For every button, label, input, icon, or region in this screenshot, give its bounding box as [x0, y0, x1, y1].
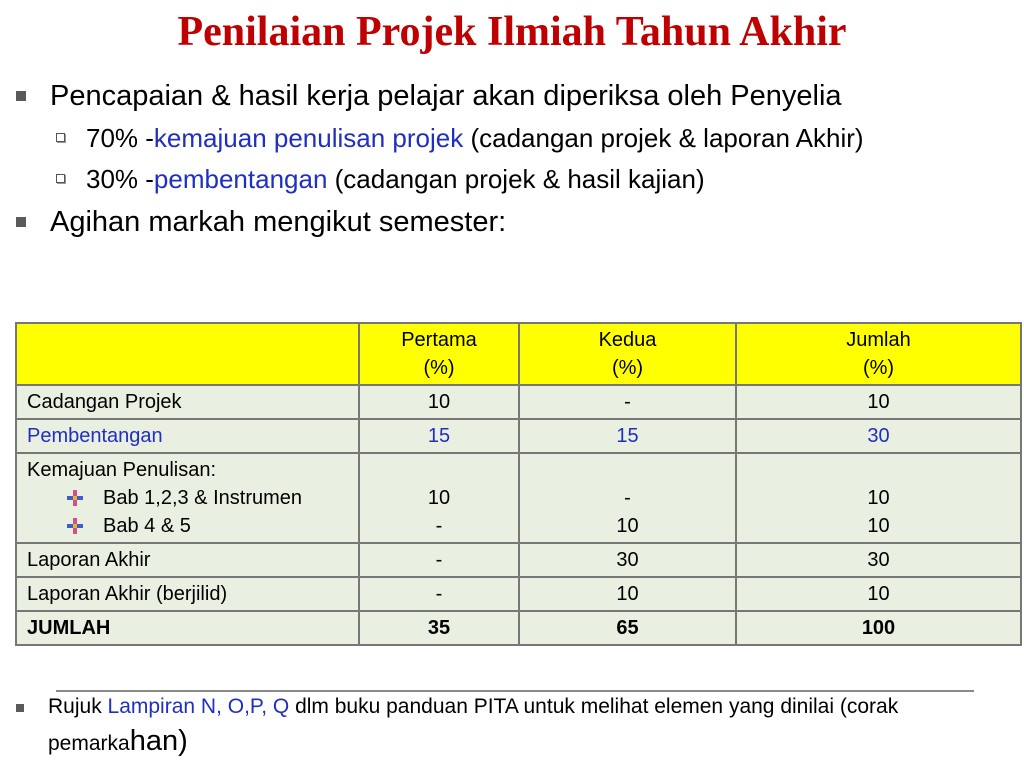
cell-kedua: 10 [519, 577, 736, 611]
row-label-group [16, 453, 359, 543]
cell-kedua: 10 [616, 515, 639, 537]
sub-bullet-prefix: 30% - [86, 164, 154, 194]
header-unit: (%) [862, 357, 895, 379]
cell-jumlah: 10 [736, 577, 1021, 611]
note-body: dlm buku panduan PITA untuk melihat elemen yang dinilai (corak pemarka [48, 695, 899, 755]
cell-pertama: - [359, 543, 519, 577]
cell-kedua: - [624, 487, 631, 509]
sub-row-label [27, 484, 348, 512]
header-unit: (%) [611, 357, 644, 379]
square-bullet-icon [16, 704, 24, 712]
square-bullet-icon [16, 91, 26, 101]
table-row [16, 385, 1021, 419]
cell-jumlah: 30 [736, 419, 1021, 453]
sub-bullet-suffix: (cadangan projek & laporan Akhir) [463, 123, 864, 153]
colored-cross-bullet-icon [67, 490, 83, 506]
total-pertama: 35 [359, 611, 519, 645]
cell-jumlah: 10 [736, 385, 1021, 419]
sub-bullet-item [14, 161, 1014, 198]
header-unit: (%) [423, 357, 455, 379]
cell-pertama: 15 [359, 419, 519, 453]
note-prefix: Rujuk [48, 695, 108, 718]
bullet-list [14, 76, 1014, 246]
cell-jumlah: 10 [867, 487, 890, 509]
cell-pertama: 10 [427, 487, 451, 509]
table-row [16, 577, 1021, 611]
cell-pertama-group [359, 453, 519, 543]
square-bullet-icon [16, 217, 26, 227]
table-header-row [16, 323, 1021, 385]
sub-bullet-highlight: pembentangan [153, 164, 328, 194]
row-label: Laporan Akhir (berjilid) [16, 577, 359, 611]
row-label: Laporan Akhir [16, 543, 359, 577]
bullet-item [14, 202, 1014, 242]
bullet-text: Pencapaian & hasil kerja pelajar akan diperiksa oleh Penyelia [50, 80, 842, 112]
cell-kedua: 15 [519, 419, 736, 453]
table-total-row [16, 611, 1021, 645]
sub-bullet-highlight: kemajuan penulisan projek [153, 123, 464, 153]
cell-jumlah: 10 [867, 515, 890, 537]
table-row [16, 453, 1021, 543]
header-label: Jumlah [846, 329, 911, 351]
cell-jumlah-group [736, 453, 1021, 543]
group-label: Kemajuan Penulisan: [27, 459, 217, 481]
sub-bullet-prefix: 70% - [86, 123, 154, 153]
cell-pertama: - [435, 515, 443, 537]
cell-jumlah: 30 [736, 543, 1021, 577]
cell-kedua: - [519, 385, 736, 419]
bullet-item [14, 76, 1014, 116]
sub-row-label [27, 512, 348, 540]
reference-note [14, 690, 1014, 761]
slide-title: Penilaian Projek Ilmiah Tahun Akhir [177, 9, 847, 55]
marks-table [15, 322, 1022, 646]
sub-row-text: Bab 1,2,3 & Instrumen [103, 487, 303, 509]
header-cell-pertama [359, 323, 519, 385]
cell-pertama: - [359, 577, 519, 611]
total-jumlah: 100 [736, 611, 1021, 645]
sub-bullet-suffix: (cadangan projek & hasil kajian) [327, 164, 705, 194]
note-highlight: Lampiran N, O,P, Q [107, 695, 290, 718]
total-kedua: 65 [519, 611, 736, 645]
sub-row-text: Bab 4 & 5 [103, 515, 191, 537]
colored-cross-bullet-icon [67, 518, 83, 534]
hollow-square-bullet-icon [56, 133, 65, 142]
header-label: Pertama [401, 329, 477, 351]
hollow-square-bullet-icon [56, 174, 65, 183]
cell-pertama: 10 [359, 385, 519, 419]
header-cell-jumlah [736, 323, 1021, 385]
note-text [14, 690, 1014, 761]
cell-kedua: 30 [519, 543, 736, 577]
note-end: han) [129, 725, 188, 757]
cell-kedua-group [519, 453, 736, 543]
header-label: Kedua [598, 329, 657, 351]
total-label: JUMLAH [16, 611, 359, 645]
table-row [16, 419, 1021, 453]
row-label: Cadangan Projek [16, 385, 359, 419]
header-cell-empty [16, 323, 359, 385]
bullet-text: Agihan markah mengikut semester: [50, 206, 507, 238]
header-cell-kedua [519, 323, 736, 385]
sub-bullet-item [14, 120, 1014, 157]
table-row [16, 543, 1021, 577]
row-label: Pembentangan [16, 419, 359, 453]
